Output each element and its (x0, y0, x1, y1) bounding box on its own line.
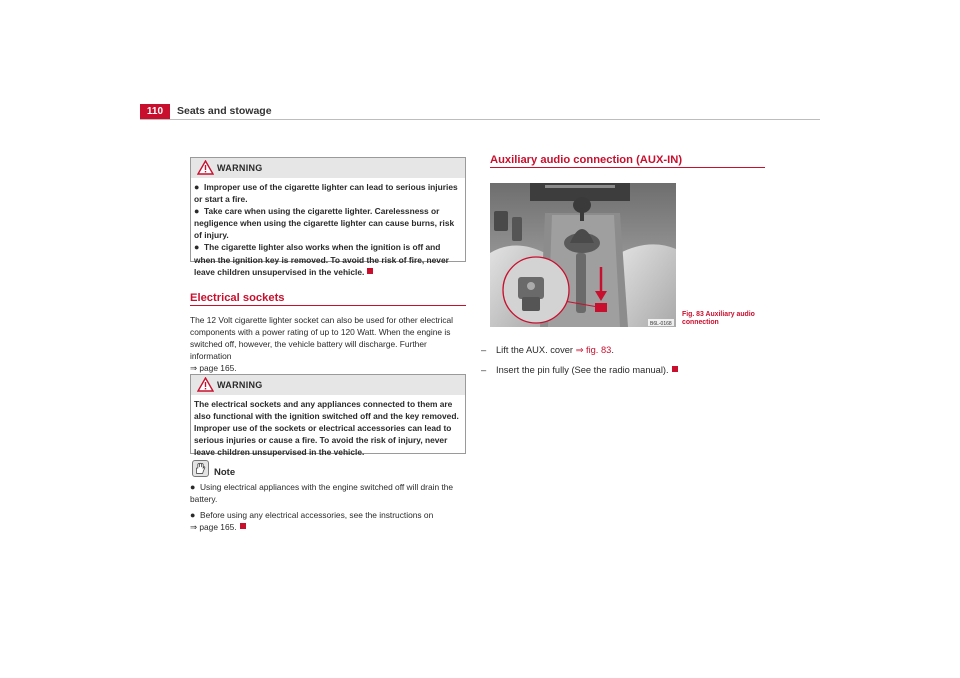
warning-bullet-text: Take care when using the cigarette lighter. Carelessness or negligence when using the cigarette lighter can cause burns, risk of injury. (194, 206, 455, 241)
arrow-icon: ⇒ (575, 345, 584, 355)
warning-bullet (194, 205, 462, 241)
note-bullet-text: Using electrical appliances with the engine switched off will drain the battery. (190, 482, 454, 504)
note-bullet-text: Before using any electrical accessories, see the instructions on (200, 509, 434, 520)
warning-bullet (194, 181, 462, 205)
note-bullet (190, 482, 470, 506)
section-end-icon (672, 366, 678, 372)
bullet-icon: ● (194, 182, 200, 192)
step-punctuation: . (611, 345, 614, 355)
bullet-icon: ● (194, 242, 200, 253)
section-end-icon (367, 268, 373, 274)
note-bullet (190, 510, 470, 534)
step-text: Lift the AUX. cover (496, 345, 573, 355)
car-interior-illustration (490, 183, 676, 327)
electrical-paragraph (190, 315, 468, 375)
warning-box-electrical-sockets (190, 374, 466, 458)
warning-body (191, 395, 465, 462)
note-title: Note (214, 467, 236, 478)
warning-header (191, 375, 465, 395)
warning-header (191, 158, 465, 178)
step-dash: – (481, 345, 487, 355)
caption-line: Fig. 83 Auxiliary audio (682, 311, 755, 318)
page-reference-link[interactable]: ⇒ page 165. (190, 521, 237, 532)
section-heading-aux-in: Auxiliary audio connection (AUX-IN) (490, 154, 683, 166)
warning-title: WARNING (217, 380, 263, 390)
warning-title: WARNING (217, 163, 263, 173)
paragraph-text: The 12 Volt cigarette lighter socket can also be used for other electrical components with a power rating of up to 120 Watt. When the engine is switched off, however, the vehicle battery will discharge. Further information (190, 315, 454, 361)
note-icon (192, 460, 209, 477)
warning-triangle-icon (197, 377, 214, 392)
section-end-icon (240, 523, 246, 529)
step-lift-cover (481, 345, 614, 356)
note-hand-icon (193, 461, 208, 476)
step-insert-pin (481, 365, 678, 375)
warning-box-cigarette-lighter (190, 157, 466, 277)
figure-code: B6L-0168 (650, 321, 672, 327)
header-rule (140, 119, 820, 120)
bullet-icon: ● (194, 206, 200, 217)
figure-caption (682, 311, 755, 328)
running-header: Seats and stowage (177, 105, 272, 117)
section-heading-electrical-sockets: Electrical sockets (190, 292, 285, 304)
page-number: 110 (140, 104, 170, 119)
warning-bullet (194, 241, 462, 277)
warning-triangle-icon (197, 160, 214, 175)
warning-text: The electrical sockets and any appliances connected to them are also functional with the ignition switched off and the key removed. Improper use of the sockets or electrical accessories can lead to serious injuries or cause a fire. To avoid the risk of injury, never leave children unsupervised in the vehicle. (194, 399, 459, 458)
step-text: Insert the pin fully (See the radio manual). (496, 365, 669, 375)
page-reference-link[interactable]: ⇒ page 165. (190, 362, 237, 373)
bullet-icon: ● (190, 509, 196, 520)
step-dash: – (481, 365, 487, 375)
warning-bullet-text: The cigarette lighter also works when the ignition is off and when the ignition key is removed. To avoid the risk of fire, never leave children unsupervised in the vehicle. (194, 242, 449, 277)
warning-bullet-text: Improper use of the cigarette lighter can lead to serious injuries or start a fire. (194, 182, 458, 205)
bullet-icon: ● (190, 482, 196, 492)
section-rule (190, 305, 466, 306)
figure-reference-link[interactable]: fig. 83 (585, 345, 612, 355)
caption-line: connection (682, 319, 719, 327)
note-body (190, 482, 470, 534)
figure-aux-connection (490, 183, 676, 327)
warning-body (191, 178, 465, 282)
section-rule (490, 167, 765, 168)
